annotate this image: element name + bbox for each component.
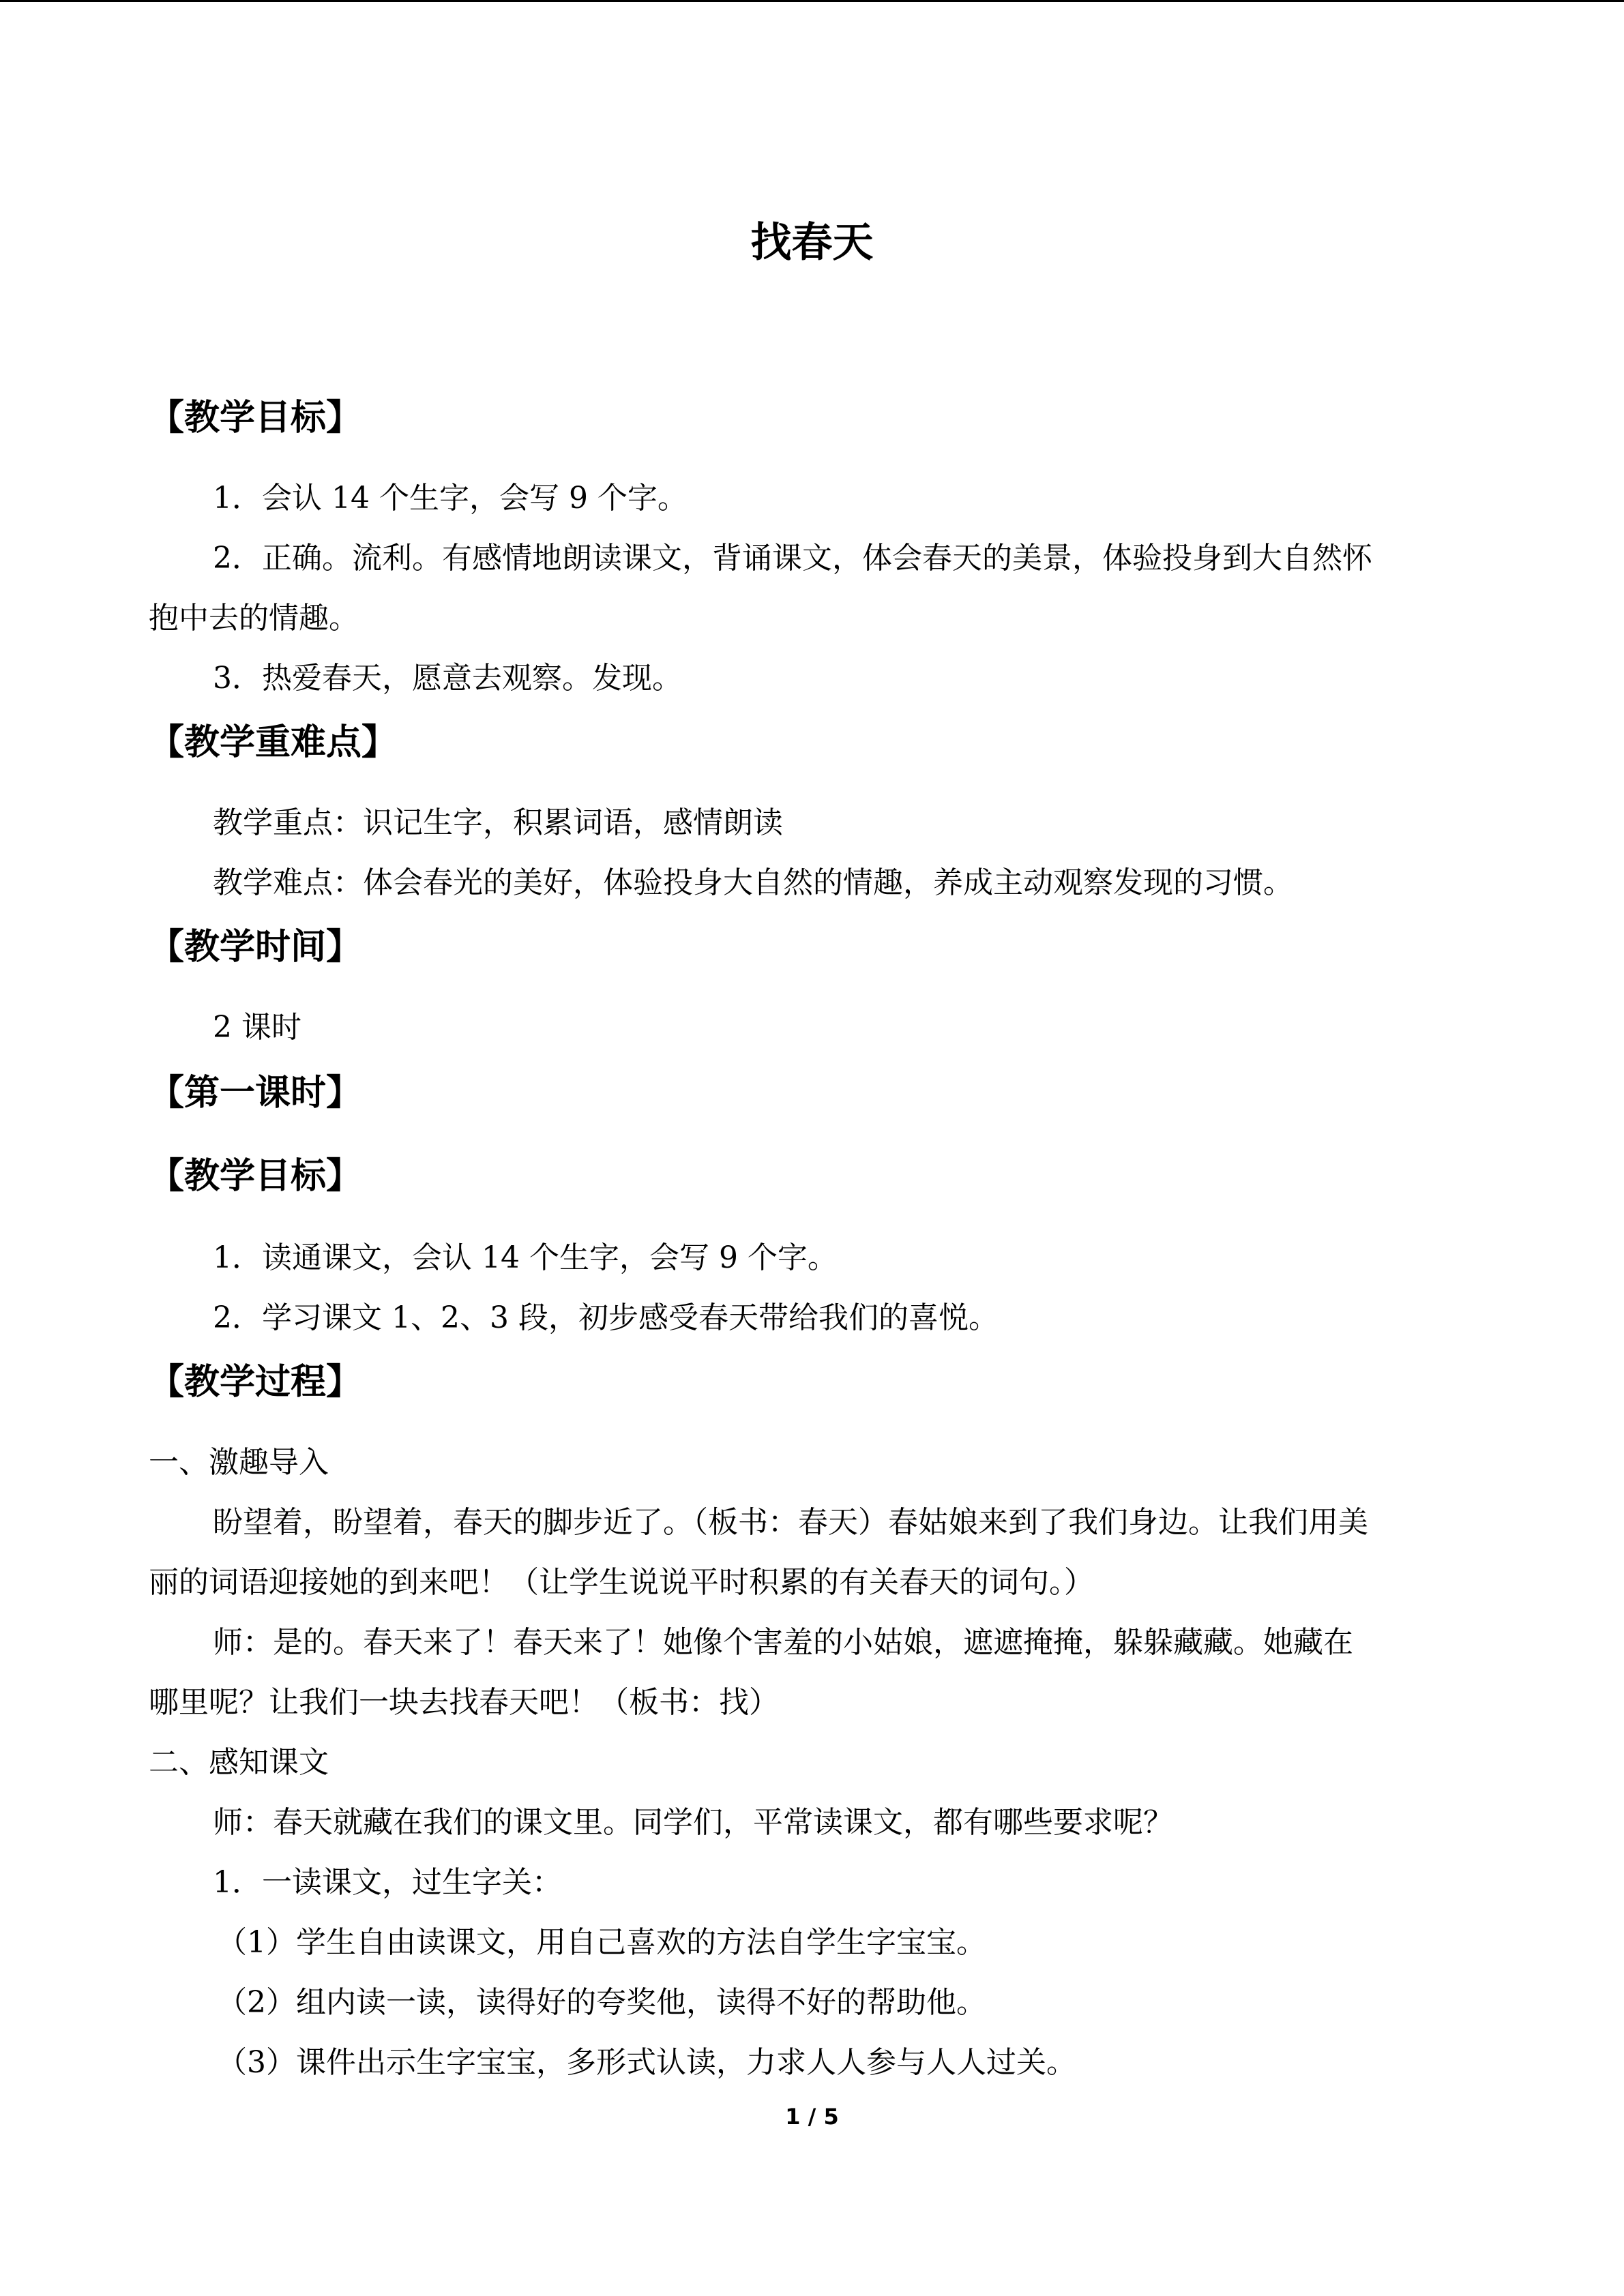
step-2-sub-item-2: （2）组内读一读，读得好的夸奖他，读得不好的帮助他。 [217,1985,986,2020]
goal-item-2-line1: 2．正确。流利。有感情地朗读课文，背诵课文，体会春天的美景，体验投身到大自然怀 [213,541,1372,576]
step-2-sub-item-1: （1）学生自由读课文，用自己喜欢的方法自学生字宝宝。 [217,1925,986,1960]
step-1-paragraph-1-line2: 丽的词语迎接她的到来吧！（让学生说说平时积累的有关春天的词句。） [149,1565,1094,1600]
lesson-goal-2: 2．学习课文 1、2、3 段，初步感受春天带给我们的喜悦。 [213,1300,999,1335]
key-point: 教学重点：识记生字，积累词语，感情朗读 [213,805,783,840]
heading-lesson-goals: 【教学目标】 [149,1155,362,1197]
step-1-paragraph-1-line1: 盼望着，盼望着，春天的脚步近了。（板书：春天）春姑娘来到了我们身边。让我们用美 [213,1505,1368,1540]
teaching-time-value: 2 课时 [213,1010,301,1045]
page-number: 1 / 5 [785,2104,839,2130]
step-2-paragraph-1: 师：春天就藏在我们的课文里。同学们，平常读课文，都有哪些要求呢？ [213,1805,1173,1840]
top-border [0,0,1624,2]
step-1-paragraph-2-line2: 哪里呢？让我们一块去找春天吧！（板书：找） [149,1685,779,1720]
goal-item-1: 1．会认 14 个生字，会写 9 个字。 [213,481,688,516]
step-2-item-1: 1．一读课文，过生字关： [213,1865,562,1900]
heading-key-difficult: 【教学重难点】 [149,721,398,763]
difficult-point: 教学难点：体会春光的美好，体验投身大自然的情趣，养成主动观察发现的习惯。 [213,865,1293,900]
heading-teaching-goals: 【教学目标】 [149,397,362,438]
goal-item-3: 3．热爱春天，愿意去观察。发现。 [213,661,682,696]
step-1-paragraph-2-line1: 师：是的。春天来了！春天来了！她像个害羞的小姑娘，遮遮掩掩，躲躲藏藏。她藏在 [213,1625,1353,1660]
heading-teaching-process: 【教学过程】 [149,1361,362,1403]
page-title: 找春天 [750,219,874,267]
step-2-title: 二、感知课文 [149,1745,329,1780]
goal-item-2-line2: 抱中去的情趣。 [149,601,359,636]
step-2-sub-item-3: （3）课件出示生字宝宝，多形式认读，力求人人参与人人过关。 [217,2045,1076,2080]
lesson-goal-1: 1．读通课文，会认 14 个生字，会写 9 个字。 [213,1240,838,1275]
step-1-title: 一、激趣导入 [149,1445,329,1480]
heading-teaching-time: 【教学时间】 [149,926,362,968]
heading-lesson-1: 【第一课时】 [149,1072,362,1114]
